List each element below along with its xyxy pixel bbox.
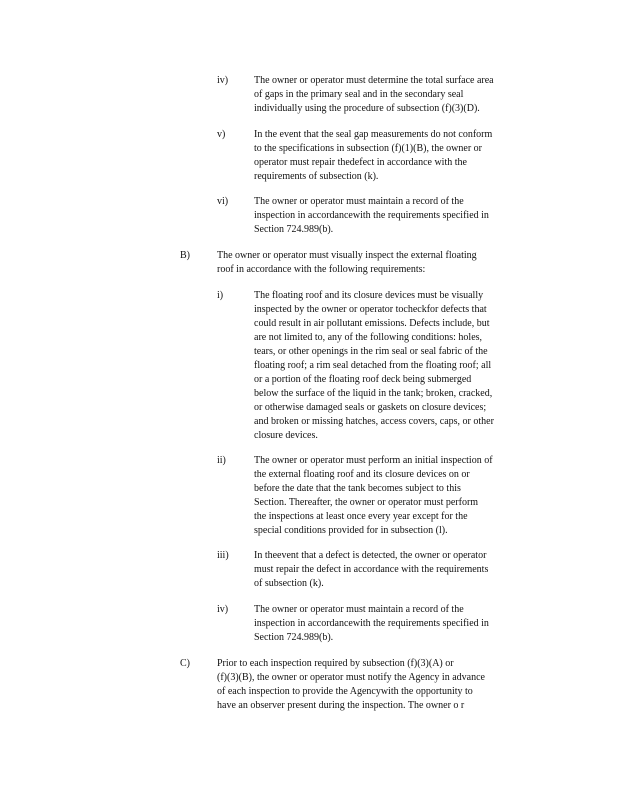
item-label: iv) xyxy=(217,75,229,86)
item-label: iii) xyxy=(217,550,229,561)
item-label: iv) xyxy=(217,604,229,615)
item-text: The floating roof and its closure devices must be visually inspected by the owner or operator tocheckfor defects that could result in air pollutant emissions. Defects include, but are not limited to, any of the following conditions: holes, tears, or other openings in the rim seal or seal fabric of the floating roof; a rim seal detached from the floating roof; all or a portion of the floating roof deck being submerged below the surface of the liquid in the tank; broken, cracked, or otherwise damaged seals or gaskets on closure devices; and broken or missing hatches, access covers, caps, or other closure devices. xyxy=(254,290,494,441)
item-label: B) xyxy=(180,250,190,261)
list-item xyxy=(217,603,540,645)
item-label: i) xyxy=(217,290,224,301)
item-label: ii) xyxy=(217,455,226,466)
list-item xyxy=(180,657,527,713)
list-item xyxy=(180,249,527,277)
list-item xyxy=(217,549,540,591)
item-label: v) xyxy=(217,129,226,140)
item-text: The owner or operator must maintain a record of the inspection in accordancewith the requirements specified in Section 724.989(b). xyxy=(254,196,489,235)
item-text: The owner or operator must determine the total surface area of gaps in the primary seal and in the secondary seal individually using the procedure of subsection (f)(3)(D). xyxy=(254,75,494,114)
item-text: The owner or operator must perform an initial inspection of the external floating roof and its closure devices on or before the date that the tank becomes subject to this Section. Thereafter, the owner or operator must perform the inspections at least once every year except for the special conditions provided for in subsection (l). xyxy=(254,455,493,536)
list-item xyxy=(217,289,540,443)
list-item xyxy=(217,195,540,237)
item-text: The owner or operator must maintain a record of the inspection in accordancewith the requirements specified in Section 724.989(b). xyxy=(254,604,489,643)
list-item xyxy=(217,74,540,116)
item-label: C) xyxy=(180,658,190,669)
item-text: In theevent that a defect is detected, the owner or operator must repair the defect in accordance with the requirements of subsection (k). xyxy=(254,550,489,589)
item-text: Prior to each inspection required by subsection (f)(3)(A) or (f)(3)(B), the owner or operator must notify the Agency in advance of each inspection to provide the Agencywith the opportunity to have an observer present during the inspection. The owner o r xyxy=(217,658,485,711)
list-item xyxy=(217,128,540,184)
item-text: In the event that the seal gap measurements do not conform to the specifications in subsection (f)(1)(B), the owner or operator must repair thedefect in accordance with the requirements of subsection (k). xyxy=(254,129,493,182)
item-text: The owner or operator must visually inspect the external floating roof in accordance with the following requirements: xyxy=(217,250,477,275)
item-label: vi) xyxy=(217,196,229,207)
list-item xyxy=(217,454,540,538)
